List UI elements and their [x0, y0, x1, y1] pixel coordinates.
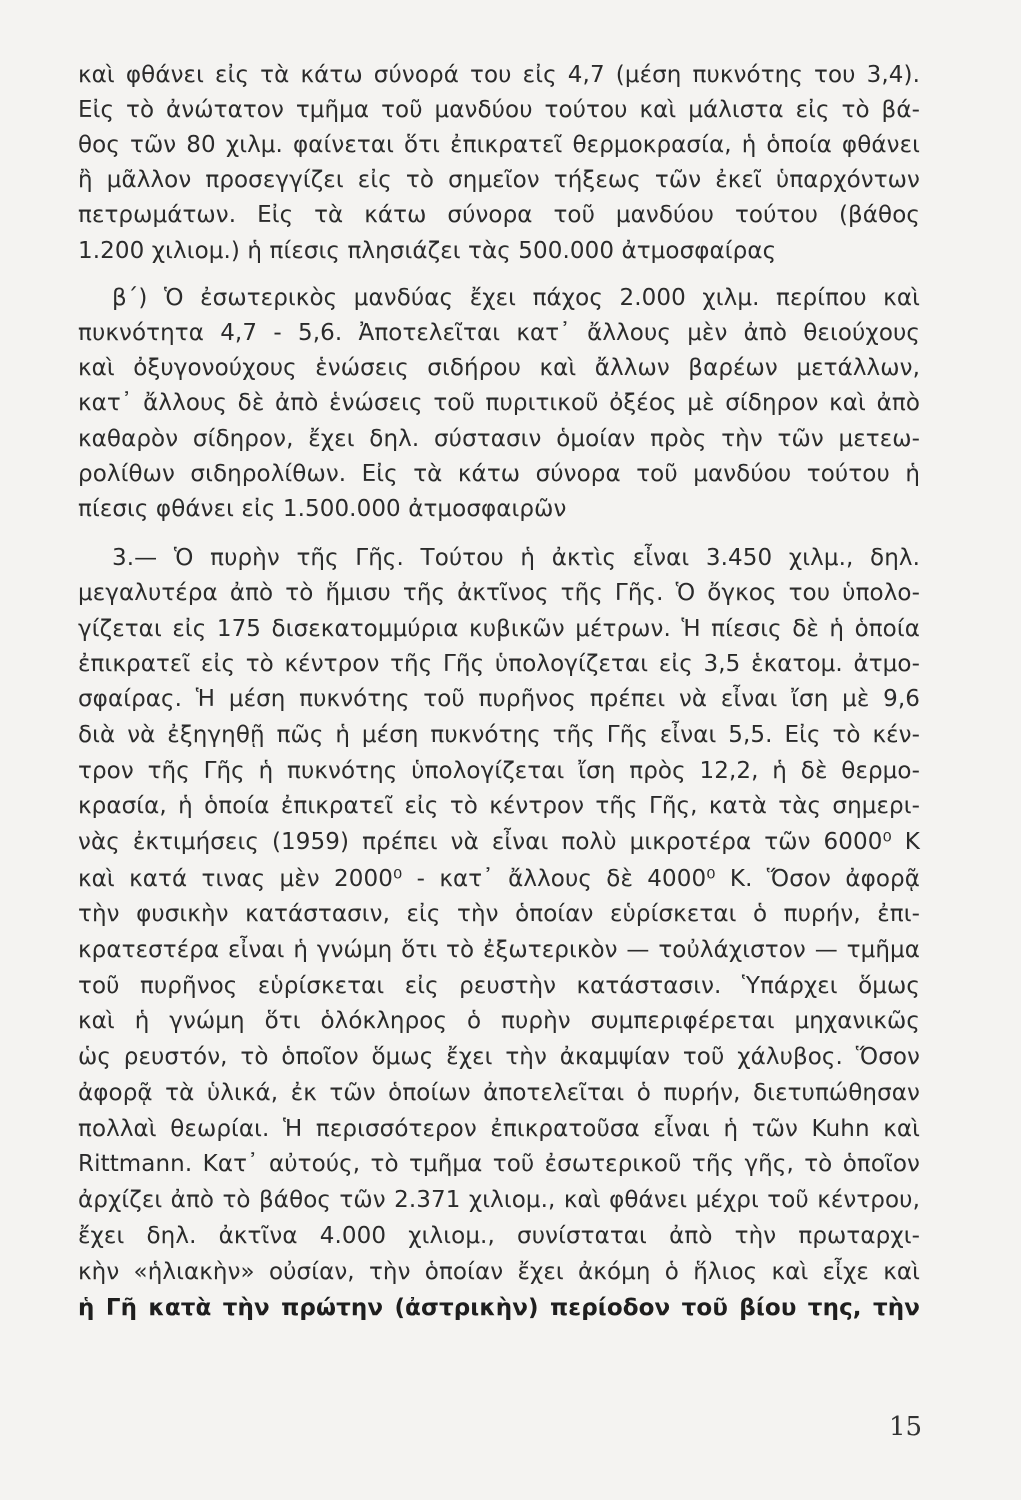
text-line: ἡ Γῆ κατὰ τὴν πρώτην (ἀστρικὴν) περίοδον τοῦ βίου της, τὴν	[78, 1295, 920, 1321]
text-line: γίζεται εἰς 175 δισεκατομμύρια κυβικῶν μέτρων. Ἡ πίεσις δὲ ἡ ὁποία	[78, 616, 920, 642]
text-line: τρον τῆς Γῆς ἡ πυκνότης ὑπολογίζεται ἴση πρὸς 12,2, ἡ δὲ θερμο-	[78, 758, 920, 784]
text-line: κρατεστέρα εἶναι ἡ γνώμη ὅτι τὸ ἐξωτερικὸν — τοὐλάχιστον — τμῆμα	[78, 937, 920, 963]
text-line: β΄) Ὁ ἐσωτερικὸς μανδύας ἔχει πάχος 2.000 χιλμ. περίπου καὶ	[112, 285, 920, 311]
text-line: Εἰς τὸ ἀνώτατον τμῆμα τοῦ μανδύου τούτου καὶ μάλιστα εἰς τὸ βά-	[78, 97, 920, 123]
text-line: διὰ νὰ ἐξηγηθῇ πῶς ἡ μέση πυκνότης τῆς Γῆς εἶναι 5,5. Εἰς τὸ κέν-	[78, 722, 920, 748]
text-line: σφαίρας. Ἡ μέση πυκνότης τοῦ πυρῆνος πρέπει νὰ εἶναι ἴση μὲ 9,6	[78, 686, 920, 712]
text-line: κὴν «ἡλιακὴν» οὐσίαν, τὴν ὁποίαν ἔχει ἀκόμη ὁ ἥλιος καὶ εἶχε καὶ	[78, 1259, 920, 1285]
text-line: καὶ ἡ γνώμη ὅτι ὁλόκληρος ὁ πυρὴν συμπεριφέρεται μηχανικῶς	[78, 1008, 920, 1034]
text-line: καὶ κατά τινας μὲν 2000⁰ - κατ᾽ ἄλλους δὲ 4000⁰ K. Ὅσον ἀφορᾷ	[78, 866, 920, 892]
text-line: ρολίθων σιδηρολίθων. Εἰς τὰ κάτω σύνορα τοῦ μανδύου τούτου ἡ	[78, 461, 920, 487]
text-line: πολλαὶ θεωρίαι. Ἡ περισσότερον ἐπικρατοῦσα εἶναι ἡ τῶν Kuhn καὶ	[78, 1116, 920, 1142]
text-line: τὴν φυσικὴν κατάστασιν, εἰς τὴν ὁποίαν εὑρίσκεται ὁ πυρήν, ἐπι-	[78, 901, 920, 927]
page-number: 15	[889, 1412, 923, 1442]
text-line: Rittmann. Κατ᾽ αὐτούς, τὸ τμῆμα τοῦ ἐσωτερικοῦ τῆς γῆς, τὸ ὁποῖον	[78, 1151, 920, 1177]
text-line: ἢ μᾶλλον προσεγγίζει εἰς τὸ σημεῖον τήξεως τῶν ἐκεῖ ὑπαρχόντων	[78, 167, 920, 193]
text-line: ὡς ρευστόν, τὸ ὁποῖον ὅμως ἔχει τὴν ἀκαμψίαν τοῦ χάλυβος. Ὅσον	[78, 1044, 920, 1070]
text-line: καθαρὸν σίδηρον, ἔχει δηλ. σύστασιν ὁμοίαν πρὸς τὴν τῶν μετεω-	[78, 426, 920, 452]
text-line: θος τῶν 80 χιλμ. φαίνεται ὅτι ἐπικρατεῖ θερμοκρασία, ἡ ὁποία φθάνει	[78, 132, 920, 158]
section-heading-line: 3.— Ὁ πυρὴν τῆς Γῆς. Τούτου ἡ ἀκτὶς εἶναι 3.450 χιλμ., δηλ.	[112, 545, 920, 571]
text-line: καὶ φθάνει εἰς τὰ κάτω σύνορά του εἰς 4,7 (μέση πυκνότης του 3,4).	[78, 62, 920, 88]
text-line: ἔχει δηλ. ἀκτῖνα 4.000 χιλιομ., συνίσταται ἀπὸ τὴν πρωταρχι-	[78, 1223, 920, 1249]
text-line: πίεσις φθάνει εἰς 1.500.000 ἀτμοσφαιρῶν	[78, 496, 567, 522]
text-line: κρασία, ἡ ὁποία ἐπικρατεῖ εἰς τὸ κέντρον τῆς Γῆς, κατὰ τὰς σημερι-	[78, 793, 920, 819]
text-line: τοῦ πυρῆνος εὑρίσκεται εἰς ρευστὴν κατάστασιν. Ὑπάρχει ὅμως	[78, 973, 920, 999]
text-line: κατ᾽ ἄλλους δὲ ἀπὸ ἑνώσεις τοῦ πυριτικοῦ ὀξέος μὲ σίδηρον καὶ ἀπὸ	[78, 390, 920, 416]
text-line: ἀφορᾷ τὰ ὑλικά, ἐκ τῶν ὁποίων ἀποτελεῖται ὁ πυρήν, διετυπώθησαν	[78, 1080, 920, 1106]
text-line: 1.200 χιλιομ.) ἡ πίεσις πλησιάζει τὰς 500.000 ἀτμοσφαίρας	[78, 238, 777, 264]
text-line: πετρωμάτων. Εἰς τὰ κάτω σύνορα τοῦ μανδύου τούτου (βάθος	[78, 202, 920, 228]
text-line: νὰς ἐκτιμήσεις (1959) πρέπει νὰ εἶναι πολὺ μικροτέρα τῶν 6000⁰ K	[78, 829, 920, 855]
text-line: ἐπικρατεῖ εἰς τὸ κέντρον τῆς Γῆς ὑπολογίζεται εἰς 3,5 ἑκατομ. ἀτμο-	[78, 651, 920, 677]
text-line: ἀρχίζει ἀπὸ τὸ βάθος τῶν 2.371 χιλιομ., καὶ φθάνει μέχρι τοῦ κέντρου,	[78, 1187, 920, 1213]
text-line: πυκνότητα 4,7 - 5,6. Ἀποτελεῖται κατ᾽ ἄλλους μὲν ἀπὸ θειούχους	[78, 320, 920, 346]
text-line: μεγαλυτέρα ἀπὸ τὸ ἥμισυ τῆς ἀκτῖνος τῆς Γῆς. Ὁ ὄγκος του ὑπολο-	[78, 580, 920, 606]
text-line: καὶ ὀξυγονούχους ἑνώσεις σιδήρου καὶ ἄλλων βαρέων μετάλλων,	[78, 355, 920, 381]
